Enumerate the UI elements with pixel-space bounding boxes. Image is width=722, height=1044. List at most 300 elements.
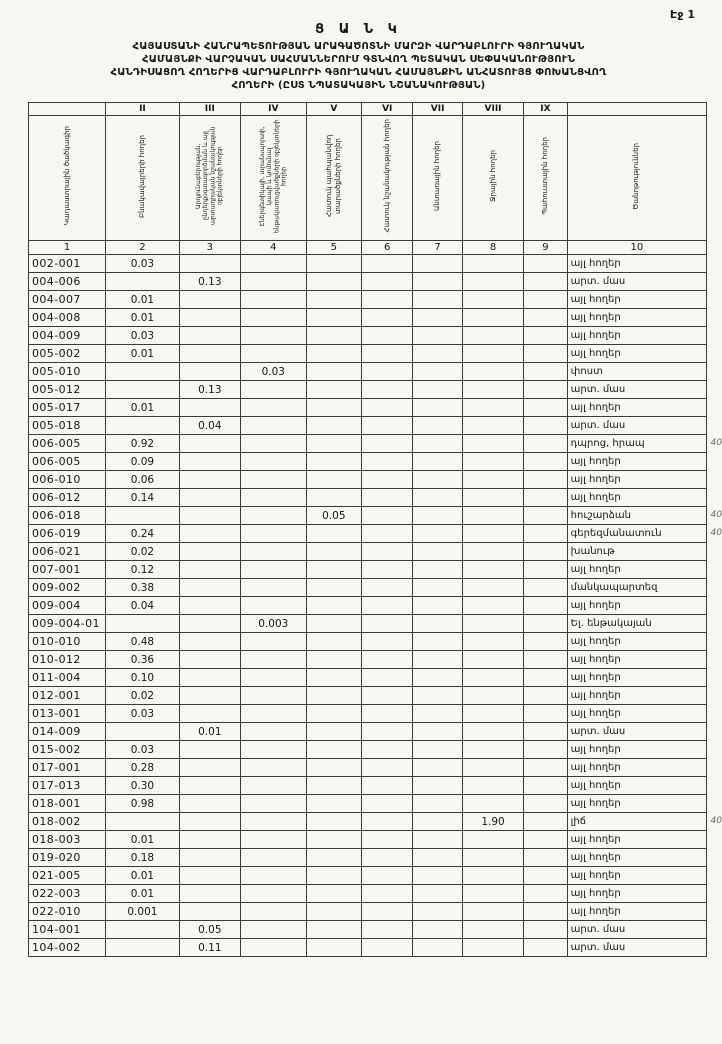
cell-cadastral-code: 017-001 (29, 759, 106, 777)
cell-area-value (524, 813, 567, 831)
cell-area-value (179, 255, 240, 273)
cell-area-value (413, 759, 462, 777)
cell-area-value (413, 813, 462, 831)
cell-area-value (179, 561, 240, 579)
heading-line: ՀԱՅԱՍՏԱՆԻ ՀԱՆՐԱՊԵՏՈՒԹՅԱՆ ԱՐԱԳԱԾՈՏՆԻ ՄԱՐԶԻ ՎԱՐԴԱԲԼՈՒՐԻ ԳՅՈՒՂԱԿԱՆ (132, 41, 585, 52)
column-number: 10 (567, 241, 706, 255)
cell-area-value (462, 417, 523, 435)
cell-area-value (306, 273, 362, 291)
table-row (29, 651, 707, 669)
table-row (29, 525, 707, 543)
cell-cadastral-code: 006-018 (29, 507, 106, 525)
cell-area-value (462, 399, 523, 417)
cell-area-value (179, 543, 240, 561)
cell-area-value (241, 399, 307, 417)
cell-area-value (462, 849, 523, 867)
cell-area-value (524, 291, 567, 309)
cell-area-value: 0.01 (106, 885, 179, 903)
cell-area-value (413, 597, 462, 615)
table-row (29, 597, 707, 615)
table-row (29, 291, 707, 309)
cell-area-value (241, 579, 307, 597)
cell-area-value (106, 813, 179, 831)
cell-area-value (241, 633, 307, 651)
cell-area-value (241, 759, 307, 777)
cell-area-value (306, 291, 362, 309)
cell-area-value (306, 579, 362, 597)
cell-area-value (462, 867, 523, 885)
cell-area-value (413, 579, 462, 597)
cell-cadastral-code: 005-012 (29, 381, 106, 399)
cell-area-value (524, 615, 567, 633)
table-row (29, 417, 707, 435)
cell-area-value (362, 921, 413, 939)
column-number: 7 (413, 241, 462, 255)
page-number-label: Էջ 1 (670, 8, 695, 21)
cell-note: այլ հողեր (567, 291, 706, 309)
cell-area-value (179, 327, 240, 345)
table-row (29, 273, 707, 291)
cell-area-value (524, 597, 567, 615)
cell-area-value (413, 363, 462, 381)
cell-area-value (241, 849, 307, 867)
cell-area-value (306, 633, 362, 651)
cell-area-value (179, 651, 240, 669)
cell-area-value (462, 651, 523, 669)
cell-area-value (362, 849, 413, 867)
cell-area-value (524, 921, 567, 939)
cell-area-value (241, 669, 307, 687)
cell-area-value: 0.92 (106, 435, 179, 453)
cell-area-value (524, 345, 567, 363)
cell-note: գերեզմանատուն 40 (567, 525, 706, 543)
cell-area-value (362, 453, 413, 471)
cell-area-value: 0.36 (106, 651, 179, 669)
cell-note: այլ հողեր (567, 327, 706, 345)
cell-area-value (179, 795, 240, 813)
cell-area-value: 0.003 (241, 615, 307, 633)
table-row (29, 561, 707, 579)
empty-header-cell (29, 103, 106, 116)
column-header (241, 116, 307, 241)
cell-note: այլ հողեր (567, 849, 706, 867)
cell-area-value (241, 921, 307, 939)
cell-area-value (462, 687, 523, 705)
column-header (29, 116, 106, 241)
column-number: 5 (306, 241, 362, 255)
cell-area-value: 0.13 (179, 273, 240, 291)
column-number: 9 (524, 241, 567, 255)
cell-area-value (462, 795, 523, 813)
handwritten-margin-note: 40 (710, 438, 722, 448)
cell-area-value (413, 849, 462, 867)
cell-area-value (362, 813, 413, 831)
cell-area-value (413, 273, 462, 291)
cell-area-value (179, 471, 240, 489)
cell-cadastral-code: 104-002 (29, 939, 106, 957)
cell-area-value (362, 579, 413, 597)
cell-area-value: 0.13 (179, 381, 240, 399)
cell-area-value: 0.38 (106, 579, 179, 597)
cell-area-value (106, 273, 179, 291)
cell-area-value (462, 741, 523, 759)
cell-area-value (462, 561, 523, 579)
cell-area-value (362, 381, 413, 399)
cell-area-value (362, 885, 413, 903)
cell-area-value (462, 579, 523, 597)
cell-area-value (179, 741, 240, 759)
cell-note: Ել. ենթակայան (567, 615, 706, 633)
cell-cadastral-code: 006-005 (29, 453, 106, 471)
cell-area-value (241, 255, 307, 273)
cell-area-value (179, 363, 240, 381)
cell-area-value (306, 309, 362, 327)
cell-area-value (413, 795, 462, 813)
cell-area-value (306, 921, 362, 939)
table-row (29, 507, 707, 525)
cell-area-value (179, 453, 240, 471)
column-header (413, 116, 462, 241)
roman-numeral-header: VII (413, 103, 462, 116)
cell-area-value (241, 903, 307, 921)
roman-numeral-header: IX (524, 103, 567, 116)
column-header (106, 116, 179, 241)
cell-area-value (241, 327, 307, 345)
column-header-label: Պահուստային հողեր (541, 137, 550, 215)
cell-area-value (241, 813, 307, 831)
cell-area-value (306, 597, 362, 615)
cell-cadastral-code: 010-012 (29, 651, 106, 669)
cell-area-value: 0.01 (106, 345, 179, 363)
cell-area-value (362, 273, 413, 291)
column-header-label: Բնակավայրերի հողեր (138, 134, 147, 218)
cell-area-value (179, 309, 240, 327)
cell-area-value (241, 885, 307, 903)
cell-area-value: 0.28 (106, 759, 179, 777)
table-row (29, 579, 707, 597)
table-row (29, 849, 707, 867)
cell-area-value (524, 705, 567, 723)
cell-cadastral-code: 009-004-01 (29, 615, 106, 633)
cell-area-value: 0.11 (179, 939, 240, 957)
roman-numeral-header: IV (241, 103, 307, 116)
cell-area-value (179, 831, 240, 849)
cell-area-value (306, 453, 362, 471)
cell-area-value (362, 651, 413, 669)
cell-area-value (106, 723, 179, 741)
cell-area-value (306, 939, 362, 957)
cell-area-value (362, 363, 413, 381)
table-row (29, 255, 707, 273)
cell-note: այլ հողեր (567, 561, 706, 579)
roman-numeral-row (29, 103, 707, 116)
cell-area-value (362, 435, 413, 453)
cell-area-value (462, 633, 523, 651)
cell-area-value (524, 669, 567, 687)
column-header-label: Արդյունաբերության, ընդերքօգտագործման և այլ արտադրական նշանակության օբյեկտների հողեր (195, 126, 224, 226)
table-row (29, 921, 707, 939)
cell-area-value (362, 597, 413, 615)
cell-area-value (413, 561, 462, 579)
cell-cadastral-code: 006-019 (29, 525, 106, 543)
cell-area-value (524, 255, 567, 273)
roman-numeral-header: II (106, 103, 179, 116)
cell-area-value: 0.03 (106, 327, 179, 345)
cell-area-value (306, 525, 362, 543)
cell-area-value (524, 795, 567, 813)
column-number: 4 (241, 241, 307, 255)
cell-area-value (413, 399, 462, 417)
cell-area-value (362, 615, 413, 633)
cell-area-value (413, 507, 462, 525)
cell-area-value (462, 615, 523, 633)
cell-area-value (179, 813, 240, 831)
cell-note: այլ հողեր (567, 759, 706, 777)
cell-cadastral-code: 011-004 (29, 669, 106, 687)
table-row (29, 885, 707, 903)
cell-area-value (362, 867, 413, 885)
table-row (29, 435, 707, 453)
cell-cadastral-code: 005-018 (29, 417, 106, 435)
cell-area-value: 0.12 (106, 561, 179, 579)
column-number: 2 (106, 241, 179, 255)
cell-area-value: 0.02 (106, 543, 179, 561)
cell-area-value (106, 921, 179, 939)
cell-cadastral-code: 004-006 (29, 273, 106, 291)
cell-area-value (524, 939, 567, 957)
cell-area-value (179, 867, 240, 885)
cell-area-value: 0.01 (106, 291, 179, 309)
cell-area-value (241, 273, 307, 291)
cell-area-value (306, 867, 362, 885)
cell-area-value: 0.01 (106, 867, 179, 885)
cell-area-value (362, 669, 413, 687)
cell-area-value (524, 525, 567, 543)
cell-area-value (179, 759, 240, 777)
cell-area-value: 0.03 (241, 363, 307, 381)
cell-area-value (524, 561, 567, 579)
table-row (29, 777, 707, 795)
column-header-label: Անտառային հողեր (433, 141, 442, 211)
cell-note: այլ հողեր (567, 777, 706, 795)
column-header-label: Հատուկ նշանակության հողեր (382, 119, 391, 233)
cell-area-value (241, 507, 307, 525)
cell-area-value (306, 741, 362, 759)
cell-cadastral-code: 018-003 (29, 831, 106, 849)
cell-area-value (413, 309, 462, 327)
cell-note: այլ հողեր (567, 687, 706, 705)
cell-area-value (462, 777, 523, 795)
table-row (29, 615, 707, 633)
cell-area-value (462, 543, 523, 561)
cell-area-value (306, 417, 362, 435)
cell-area-value: 1.90 (462, 813, 523, 831)
cell-area-value (241, 345, 307, 363)
cell-area-value: 0.05 (179, 921, 240, 939)
cell-area-value (306, 723, 362, 741)
cell-area-value (413, 543, 462, 561)
cell-area-value: 0.03 (106, 705, 179, 723)
column-number: 1 (29, 241, 106, 255)
cell-area-value (362, 525, 413, 543)
cell-area-value: 0.06 (106, 471, 179, 489)
cell-area-value (362, 291, 413, 309)
table-row (29, 759, 707, 777)
cell-area-value (462, 669, 523, 687)
cell-area-value (179, 687, 240, 705)
cell-area-value (179, 777, 240, 795)
cell-note: այլ հողեր (567, 831, 706, 849)
cell-area-value: 0.98 (106, 795, 179, 813)
cell-area-value: 0.01 (106, 831, 179, 849)
cell-area-value: 0.01 (106, 309, 179, 327)
cell-cadastral-code: 017-013 (29, 777, 106, 795)
cell-area-value: 0.30 (106, 777, 179, 795)
cell-cadastral-code: 006-012 (29, 489, 106, 507)
cell-cadastral-code: 004-007 (29, 291, 106, 309)
table-body (29, 255, 722, 957)
cell-area-value (524, 327, 567, 345)
cell-area-value (524, 417, 567, 435)
cell-note: այլ հողեր (567, 255, 706, 273)
cell-area-value: 0.04 (179, 417, 240, 435)
heading-line: ՀՈՂԵՐԻ (ԸՍՏ ՆՊԱՏԱԿԱՅԻՆ ՆՇԱՆԱԿՈՒԹՅԱՆ) (231, 80, 486, 91)
cell-area-value (462, 939, 523, 957)
cell-area-value (362, 633, 413, 651)
cell-area-value (413, 381, 462, 399)
cell-area-value (524, 651, 567, 669)
cell-note: խանութ (567, 543, 706, 561)
cell-area-value (179, 345, 240, 363)
cell-note: այլ հողեր (567, 885, 706, 903)
cell-note: այլ հողեր (567, 309, 706, 327)
cell-area-value (241, 561, 307, 579)
cell-area-value (179, 291, 240, 309)
cell-note: այլ հողեր (567, 471, 706, 489)
cell-note: արտ. մաս (567, 921, 706, 939)
cell-area-value (413, 705, 462, 723)
cell-area-value (241, 741, 307, 759)
cell-area-value (306, 687, 362, 705)
cell-area-value (462, 921, 523, 939)
cell-area-value (362, 507, 413, 525)
table-row (29, 795, 707, 813)
cell-area-value (413, 615, 462, 633)
cell-area-value (179, 705, 240, 723)
cell-area-value (413, 651, 462, 669)
cell-area-value: 0.18 (106, 849, 179, 867)
cell-area-value (179, 399, 240, 417)
cell-area-value (462, 831, 523, 849)
cell-area-value (524, 777, 567, 795)
cell-area-value (179, 489, 240, 507)
cell-area-value: 0.10 (106, 669, 179, 687)
cell-area-value (413, 327, 462, 345)
cell-area-value (413, 867, 462, 885)
table-row (29, 813, 707, 831)
cell-area-value (413, 669, 462, 687)
cell-note: այլ հողեր (567, 345, 706, 363)
cell-area-value (413, 255, 462, 273)
cell-area-value (362, 795, 413, 813)
cell-note: դպրոց, հրապ 40 (567, 435, 706, 453)
cell-area-value (524, 435, 567, 453)
cell-note: այլ հողեր (567, 597, 706, 615)
cell-area-value (241, 543, 307, 561)
cell-note: արտ. մաս (567, 273, 706, 291)
cell-cadastral-code: 005-010 (29, 363, 106, 381)
cell-area-value (106, 417, 179, 435)
cell-note: այլ հողեր (567, 489, 706, 507)
cell-area-value: 0.02 (106, 687, 179, 705)
cell-area-value: 0.01 (106, 399, 179, 417)
cell-area-value (462, 381, 523, 399)
cell-area-value (241, 381, 307, 399)
cell-area-value (241, 525, 307, 543)
cell-area-value (306, 471, 362, 489)
heading-line: ՀԱՆԴԻՍԱՑՈՂ ՀՈՂԵՐԻՑ ՎԱՐԴԱԲԼՈՒՐԻ ԳՅՈՒՂԱԿԱՆ ՀԱՄԱՅՆՔԻՆ ԱՆՀԱՏՈՒՅՑ ՓՈԽԱՆՑՎՈՂ (110, 67, 607, 78)
cell-area-value (179, 669, 240, 687)
cell-area-value (413, 435, 462, 453)
cell-note: այլ հողեր (567, 705, 706, 723)
cell-cadastral-code: 013-001 (29, 705, 106, 723)
cell-area-value (413, 417, 462, 435)
cell-area-value (306, 651, 362, 669)
table-row (29, 345, 707, 363)
cell-note: այլ հողեր (567, 399, 706, 417)
table-row (29, 705, 707, 723)
handwritten-margin-note: 40 (710, 528, 722, 538)
cell-area-value (306, 561, 362, 579)
cell-area-value (241, 867, 307, 885)
cell-area-value (241, 723, 307, 741)
table-row (29, 309, 707, 327)
cell-area-value (241, 471, 307, 489)
cell-area-value (362, 345, 413, 363)
cell-cadastral-code: 002-001 (29, 255, 106, 273)
cell-area-value (413, 921, 462, 939)
cell-cadastral-code: 005-002 (29, 345, 106, 363)
cell-area-value (462, 723, 523, 741)
cell-cadastral-code: 022-010 (29, 903, 106, 921)
cell-area-value (524, 273, 567, 291)
cell-cadastral-code: 019-020 (29, 849, 106, 867)
cell-area-value (362, 723, 413, 741)
cell-area-value (306, 543, 362, 561)
cell-area-value (524, 399, 567, 417)
cell-area-value (413, 453, 462, 471)
cell-area-value (241, 597, 307, 615)
cell-area-value (524, 687, 567, 705)
cell-area-value (524, 579, 567, 597)
table-row (29, 831, 707, 849)
cell-area-value (306, 669, 362, 687)
cell-area-value (524, 363, 567, 381)
cell-cadastral-code: 021-005 (29, 867, 106, 885)
cell-note: արտ. մաս (567, 723, 706, 741)
cell-area-value (413, 939, 462, 957)
cell-area-value (306, 399, 362, 417)
cell-area-value (462, 597, 523, 615)
cell-note: արտ. մաս (567, 381, 706, 399)
cell-area-value (241, 651, 307, 669)
cell-area-value (306, 345, 362, 363)
column-header-label: Հատուկ պահպանվող տարածքների հողեր (325, 134, 342, 218)
cell-area-value (241, 831, 307, 849)
cell-area-value (524, 471, 567, 489)
cell-area-value (524, 381, 567, 399)
cell-area-value (306, 255, 362, 273)
